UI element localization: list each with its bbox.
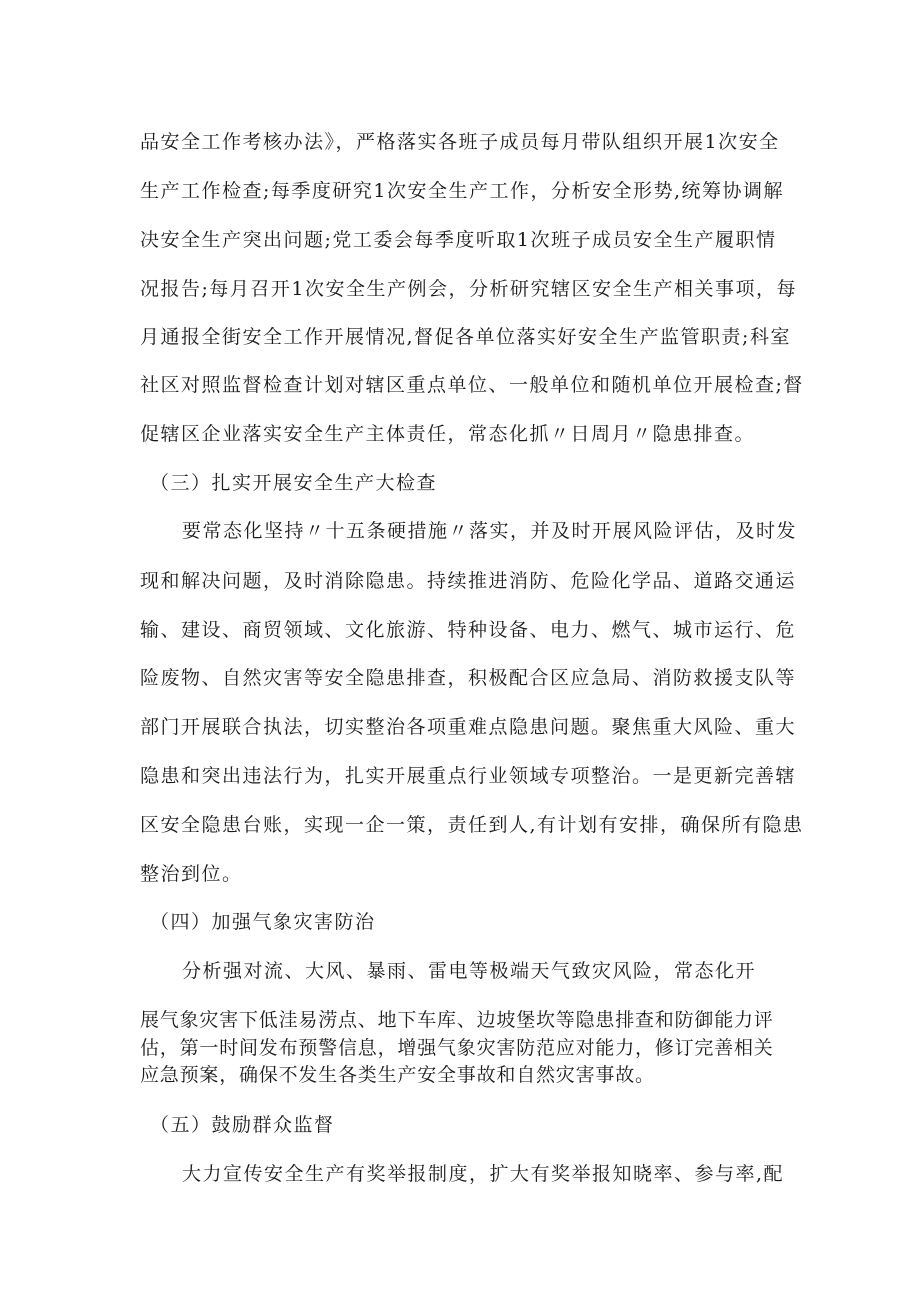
paragraph-line: 况报告;每月召开1次安全生产例会，分析研究辖区安全生产相关事项，每 <box>140 278 797 300</box>
paragraph-line: 隐患和突出违法行为，扎实开展重点行业领域专项整治。一是更新完善辖 <box>140 765 797 787</box>
paragraph-line: 促辖区企业落实安全生产主体责任，常态化抓〃日周月〃隐患排查。 <box>140 423 756 445</box>
section-heading: （五）鼓励群众监督 <box>150 1114 335 1136</box>
paragraph-line: 要常态化坚持〃十五条硬措施〃落实，并及时开展风险评估，及时发 <box>182 520 798 542</box>
paragraph-line: 决安全生产突出问题;党工委会每季度听取1次班子成员安全生产履职情 <box>140 229 777 251</box>
paragraph-line: 生产工作检查;每季度研究1次安全生产工作，分析安全形势,统筹协调解 <box>140 180 785 202</box>
paragraph-line: 大力宣传安全生产有奖举报制度，扩大有奖举报知晓率、参与率,配 <box>182 1163 785 1185</box>
paragraph-line: 应急预案，确保不发生各类生产安全事故和自然灾害事故。 <box>140 1064 655 1086</box>
paragraph-line: 险废物、自然灾害等安全隐患排查，积极配合区应急局、消防救援支队等 <box>140 667 797 689</box>
section-heading: （三）扎实开展安全生产大检查 <box>150 472 438 494</box>
paragraph-line: 估，第一时间发布预警信息，增强气象灾害防范应对能力，修订完善相关 <box>140 1037 774 1059</box>
paragraph-line: 社区对照监督检查计划对辖区重点单位、一般单位和随机单位开展检查;督 <box>140 374 804 396</box>
section-heading: （四）加强气象灾害防治 <box>150 911 376 933</box>
paragraph-line: 部门开展联合执法，切实整治各项重难点隐患问题。聚焦重大风险、重大 <box>140 716 797 738</box>
paragraph-line: 区安全隐患台账，实现一企一策，责任到人,有计划有安排，确保所有隐患 <box>140 814 804 836</box>
paragraph-line: 展气象灾害下低洼易涝点、地下车库、边坡堡坎等隐患排查和防御能力评 <box>140 1009 774 1031</box>
paragraph-line: 现和解决问题，及时消除隐患。持续推进消防、危险化学品、道路交通运 <box>140 570 797 592</box>
paragraph-line: 月通报全街安全工作开展情况,督促各单位落实好安全生产监管职责;科室 <box>140 326 791 348</box>
paragraph-line: 整治到位。 <box>140 863 243 885</box>
paragraph-line: 品安全工作考核办法》，严格落实各班子成员每月带队组织开展1次安全 <box>140 131 780 153</box>
paragraph-line: 分析强对流、大风、暴雨、雷电等极端天气致灾风险，常态化开 <box>182 960 757 982</box>
paragraph-line: 输、建设、商贸领域、文化旅游、特种设备、电力、燃气、城市运行、危 <box>140 619 797 641</box>
